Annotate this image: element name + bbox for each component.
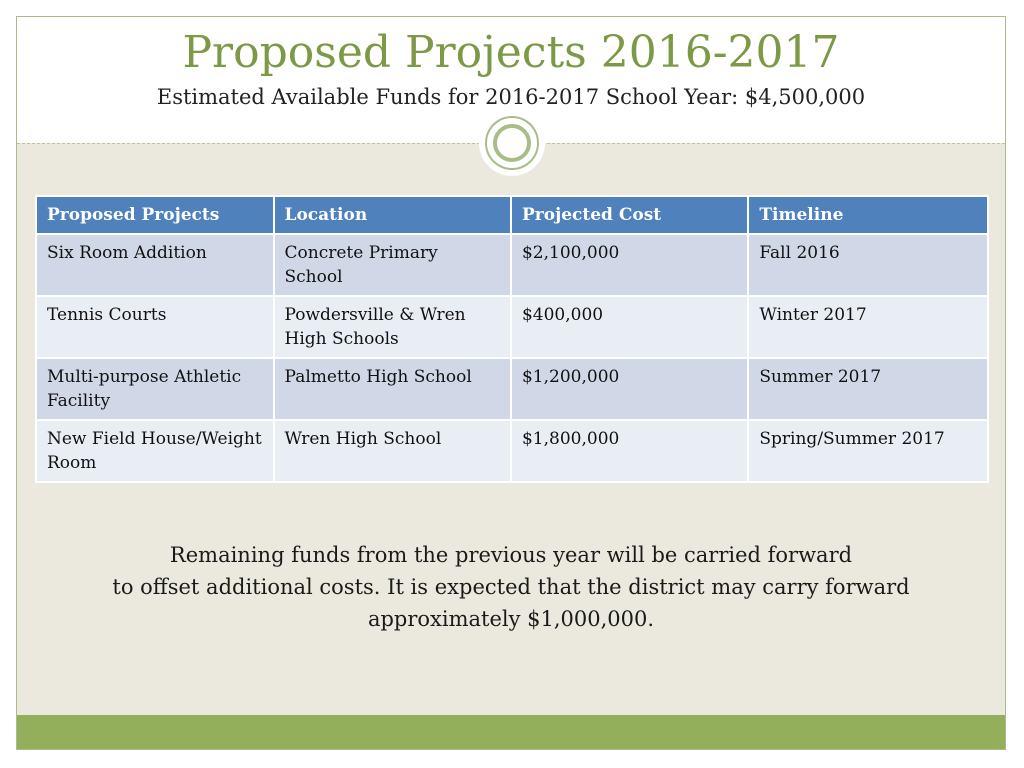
cost-cell: $2,100,000	[511, 234, 748, 296]
carry-forward-note	[17, 539, 1005, 635]
column-header: Location	[274, 196, 511, 234]
slide-subtitle: Estimated Available Funds for 2016-2017 School Year: $4,500,000	[156, 85, 866, 109]
note-line: Remaining funds from the previous year will be carried forward	[169, 543, 853, 567]
location-cell: Concrete Primary School	[274, 234, 511, 296]
project-cell: Multi-purpose Athletic Facility	[36, 358, 274, 420]
slide-title: Proposed Projects 2016-2017	[182, 27, 840, 78]
timeline-cell: Spring/Summer 2017	[748, 420, 988, 482]
location-cell: Wren High School	[274, 420, 511, 482]
table-header-row	[36, 196, 988, 234]
location-cell: Palmetto High School	[274, 358, 511, 420]
note-line: approximately $1,000,000.	[367, 607, 655, 631]
project-cell: Tennis Courts	[36, 296, 274, 358]
timeline-cell: Winter 2017	[748, 296, 988, 358]
cost-cell: $1,200,000	[511, 358, 748, 420]
project-cell: Six Room Addition	[36, 234, 274, 296]
location-cell: Powdersville & Wren High Schools	[274, 296, 511, 358]
column-header: Projected Cost	[511, 196, 748, 234]
table-row	[36, 296, 988, 358]
note-line: to offset additional costs. It is expected that the district may carry forward	[112, 575, 910, 599]
cost-cell: $400,000	[511, 296, 748, 358]
ring-ornament-icon	[485, 116, 539, 170]
column-header: Proposed Projects	[36, 196, 274, 234]
timeline-cell: Fall 2016	[748, 234, 988, 296]
slide	[16, 16, 1006, 750]
project-cell: New Field House/Weight Room	[36, 420, 274, 482]
projects-table	[35, 195, 989, 483]
column-header: Timeline	[748, 196, 988, 234]
table-row	[36, 234, 988, 296]
ring-ornament-inner	[493, 124, 531, 162]
footer-accent-bar	[17, 715, 1005, 749]
cost-cell: $1,800,000	[511, 420, 748, 482]
table-row	[36, 420, 988, 482]
table-row	[36, 358, 988, 420]
timeline-cell: Summer 2017	[748, 358, 988, 420]
